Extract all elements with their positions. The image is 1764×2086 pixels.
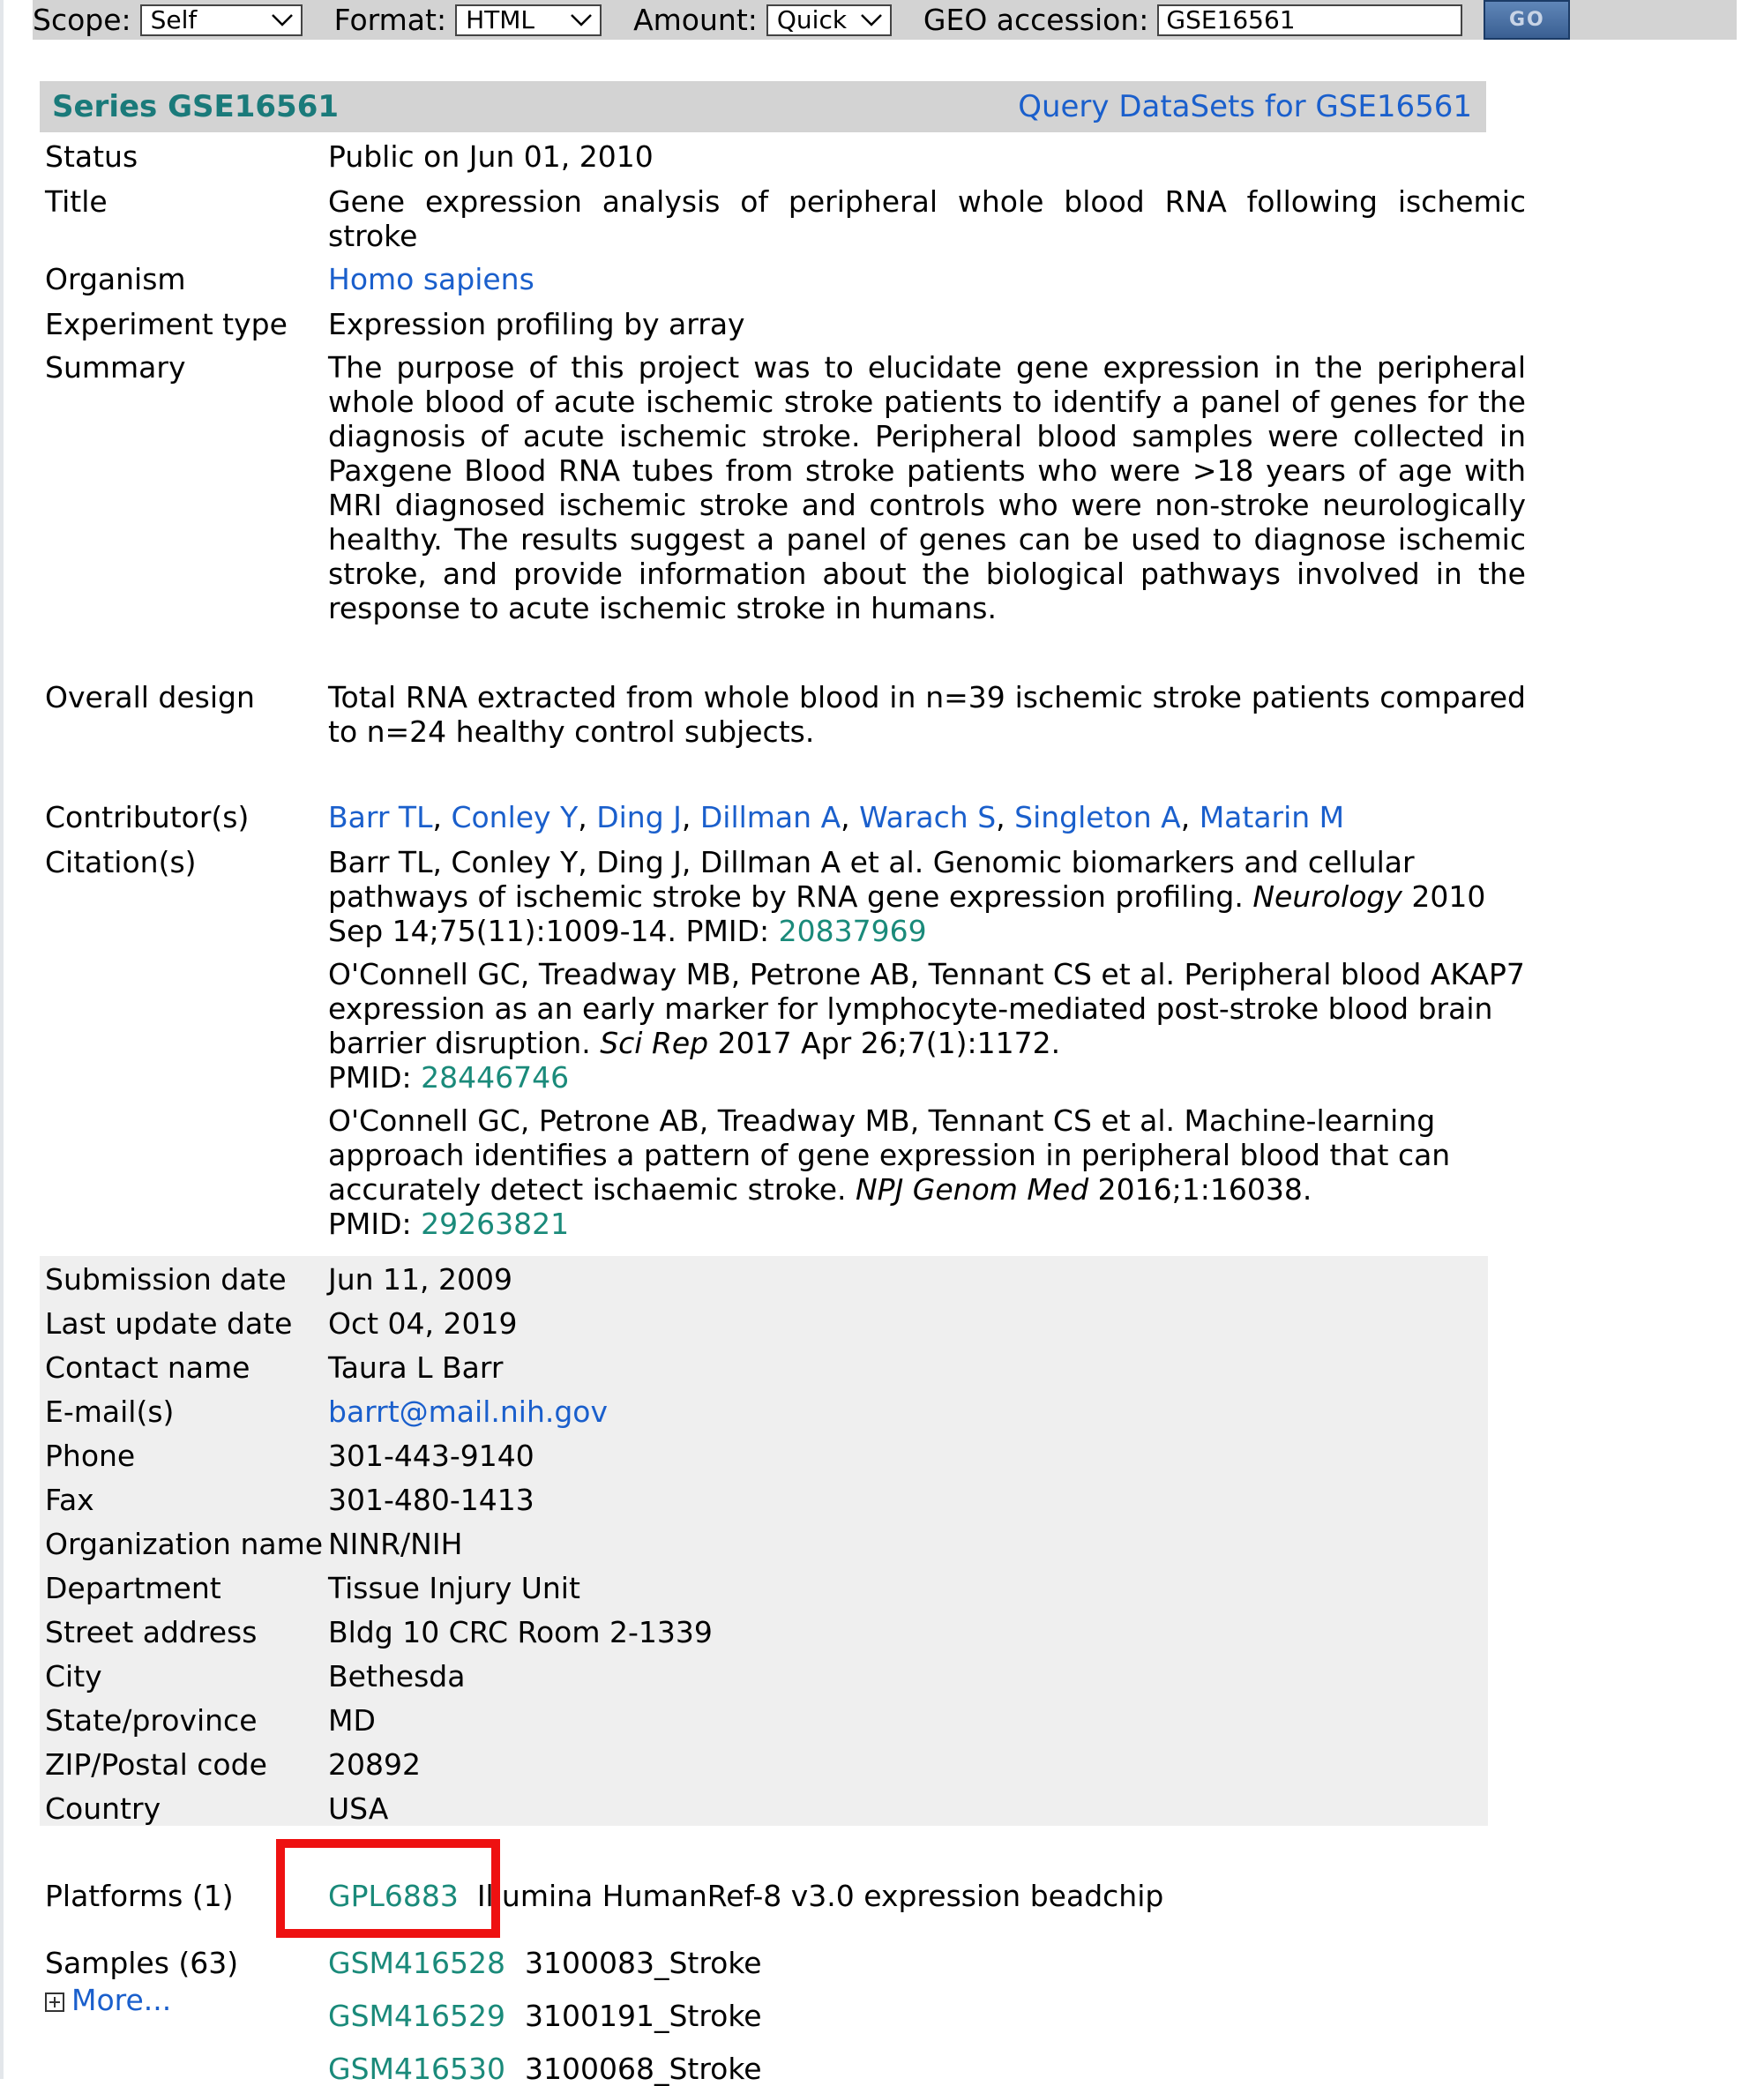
series-header bbox=[40, 81, 1486, 132]
series-title: Series GSE16561 bbox=[52, 89, 340, 124]
list-item bbox=[328, 2052, 762, 2086]
more-samples-toggle[interactable] bbox=[45, 1983, 171, 2017]
sample-link[interactable]: GSM416528 bbox=[328, 1946, 505, 1980]
amount-label: Amount: bbox=[633, 3, 758, 37]
highlight-box bbox=[276, 1839, 500, 1938]
left-border bbox=[0, 0, 4, 2079]
chevron-down-icon bbox=[570, 13, 593, 27]
status-value: Public on Jun 01, 2010 bbox=[328, 139, 654, 174]
submission-date-value: Jun 11, 2009 bbox=[328, 1262, 513, 1297]
pmid-link[interactable]: 20837969 bbox=[778, 914, 927, 948]
fax-label: Fax bbox=[45, 1483, 94, 1517]
title-value: Gene expression analysis of peripheral whole blood RNA following ischemic stroke bbox=[328, 184, 1526, 253]
phone-value: 301-443-9140 bbox=[328, 1439, 534, 1473]
zip-value: 20892 bbox=[328, 1747, 421, 1782]
contributor-link[interactable]: Singleton A bbox=[1014, 800, 1181, 834]
chevron-down-icon bbox=[860, 13, 883, 27]
contributors-list bbox=[328, 800, 1528, 834]
pmid-label: PMID: bbox=[328, 1207, 412, 1241]
department-value: Tissue Injury Unit bbox=[328, 1571, 580, 1605]
contributor-link[interactable]: Conley Y bbox=[451, 800, 579, 834]
citation-text: Barr TL, Conley Y, Ding J, Dillman A et al. Genomic biomarkers and cellular pathways of ischemic stroke by RNA gene expression profiling. bbox=[328, 845, 1415, 914]
contact-name-value: Taura L Barr bbox=[328, 1350, 504, 1385]
citation-detail: 2016;1:16038. bbox=[1097, 1172, 1312, 1207]
sample-name: 3100068_Stroke bbox=[524, 2052, 762, 2086]
contributor-separator: , bbox=[996, 800, 1015, 834]
platform-link[interactable]: GPL6883 bbox=[328, 1879, 459, 1913]
submission-date-label: Submission date bbox=[45, 1262, 287, 1297]
citation-journal: Sci Rep bbox=[600, 1026, 709, 1060]
contributor-separator: , bbox=[681, 800, 700, 834]
email-link[interactable]: barrt@mail.nih.gov bbox=[328, 1394, 609, 1429]
pmid-label: PMID: bbox=[328, 1060, 412, 1095]
summary-label: Summary bbox=[45, 350, 186, 385]
list-item bbox=[328, 1946, 762, 1980]
scope-value: Self bbox=[150, 5, 198, 34]
citation-journal: NPJ Genom Med bbox=[856, 1172, 1089, 1207]
citations-label: Citation(s) bbox=[45, 845, 197, 879]
contributor-link[interactable]: Ding J bbox=[596, 800, 682, 834]
organization-value: NINR/NIH bbox=[328, 1527, 463, 1561]
citation-item bbox=[328, 957, 1536, 1095]
citation-text: O'Connell GC, Treadway MB, Petrone AB, Tennant CS et al. Peripheral blood AKAP7 expression as an early marker for lymphocyte-mediated post-stroke blood brain barrier disruption. bbox=[328, 957, 1525, 1060]
contact-name-label: Contact name bbox=[45, 1350, 250, 1385]
country-value: USA bbox=[328, 1791, 389, 1826]
format-select[interactable] bbox=[455, 4, 602, 36]
geo-accession-label: GEO accession: bbox=[923, 3, 1149, 37]
organism-link[interactable]: Homo sapiens bbox=[328, 262, 534, 296]
contributor-link[interactable]: Warach S bbox=[859, 800, 997, 834]
phone-label: Phone bbox=[45, 1439, 136, 1473]
query-datasets-link[interactable]: Query DataSets for GSE16561 bbox=[1018, 89, 1472, 124]
list-item bbox=[328, 1999, 762, 2033]
city-label: City bbox=[45, 1659, 102, 1693]
contributor-separator: , bbox=[432, 800, 452, 834]
sample-link[interactable]: GSM416530 bbox=[328, 2052, 505, 2086]
zip-label: ZIP/Postal code bbox=[45, 1747, 267, 1782]
platforms-label: Platforms (1) bbox=[45, 1879, 234, 1913]
citation-journal: Neurology bbox=[1252, 879, 1402, 914]
geo-accession-input[interactable] bbox=[1157, 4, 1462, 36]
overall-design-value: Total RNA extracted from whole blood in n=39 ischemic stroke patients compared to n=24 healthy control subjects. bbox=[328, 680, 1526, 749]
department-label: Department bbox=[45, 1571, 221, 1605]
pmid-link[interactable]: 29263821 bbox=[421, 1207, 570, 1241]
platform-name: Illumina HumanRef-8 v3.0 expression beadchip bbox=[476, 1879, 1164, 1913]
samples-label: Samples (63) bbox=[45, 1946, 239, 1980]
amount-select[interactable] bbox=[766, 4, 892, 36]
pmid-label: PMID: bbox=[685, 914, 770, 948]
contributors-label: Contributor(s) bbox=[45, 800, 250, 834]
contributor-link[interactable]: Matarin M bbox=[1199, 800, 1345, 834]
sample-name: 3100191_Stroke bbox=[524, 1999, 762, 2033]
format-label: Format: bbox=[333, 3, 447, 37]
citation-item bbox=[328, 1103, 1536, 1241]
contributor-link[interactable]: Dillman A bbox=[699, 800, 841, 834]
email-label: E-mail(s) bbox=[45, 1394, 175, 1429]
platform-entry bbox=[328, 1879, 1528, 1913]
geo-search-bar bbox=[33, 0, 1737, 40]
citation-item bbox=[328, 845, 1536, 948]
format-value: HTML bbox=[466, 5, 534, 34]
experiment-type-label: Experiment type bbox=[45, 307, 288, 341]
last-update-value: Oct 04, 2019 bbox=[328, 1306, 518, 1341]
last-update-label: Last update date bbox=[45, 1306, 293, 1341]
overall-design-label: Overall design bbox=[45, 680, 255, 714]
scope-label: Scope: bbox=[33, 3, 131, 37]
state-label: State/province bbox=[45, 1703, 258, 1738]
organization-label: Organization name bbox=[45, 1527, 324, 1561]
go-button[interactable]: GO bbox=[1484, 0, 1570, 40]
city-value: Bethesda bbox=[328, 1659, 466, 1693]
summary-value: The purpose of this project was to elucidate gene expression in the peripheral whole blood of acute ischemic stroke patients to identify a panel of genes for the diagnosis of acute ischemic stroke. Peripheral blood samples were collected in Paxgene Blood RNA tubes from stroke patients who were >18 years of age with MRI diagnosed ischemic stroke and controls who were non-stroke neurologically healthy. The results suggest a panel of genes can be used to diagnose ischemic stroke, and provide information about the biological pathways involved in the response to acute ischemic stroke in humans. bbox=[328, 350, 1526, 625]
experiment-type-value: Expression profiling by array bbox=[328, 307, 745, 341]
street-label: Street address bbox=[45, 1615, 258, 1649]
country-label: Country bbox=[45, 1791, 161, 1826]
pmid-link[interactable]: 28446746 bbox=[421, 1060, 570, 1095]
fax-value: 301-480-1413 bbox=[328, 1483, 534, 1517]
more-samples-link[interactable]: More... bbox=[71, 1983, 172, 2017]
title-label: Title bbox=[45, 184, 108, 219]
sample-link[interactable]: GSM416529 bbox=[328, 1999, 505, 2033]
street-value: Bldg 10 CRC Room 2-1339 bbox=[328, 1615, 713, 1649]
citation-text: O'Connell GC, Petrone AB, Treadway MB, Tennant CS et al. Machine-learning approach identifies a pattern of gene expression in peripheral blood that can accurately detect ischaemic stroke. bbox=[328, 1103, 1451, 1207]
contributor-link[interactable]: Barr TL bbox=[328, 800, 433, 834]
amount-value: Quick bbox=[776, 5, 848, 34]
citations-list bbox=[328, 845, 1536, 1241]
sample-name: 3100083_Stroke bbox=[524, 1946, 762, 1980]
scope-select[interactable] bbox=[140, 4, 303, 36]
contributor-separator: , bbox=[841, 800, 860, 834]
contributor-separator: , bbox=[1180, 800, 1200, 834]
citation-detail: 2010 Sep 14;75(11):1009-14. bbox=[328, 879, 1486, 948]
contributor-separator: , bbox=[578, 800, 597, 834]
expand-plus-icon bbox=[45, 1993, 64, 2012]
state-value: MD bbox=[328, 1703, 376, 1738]
chevron-down-icon bbox=[271, 13, 294, 27]
citation-detail: 2017 Apr 26;7(1):1172. bbox=[717, 1026, 1061, 1060]
status-label: Status bbox=[45, 139, 138, 174]
organism-label: Organism bbox=[45, 262, 186, 296]
